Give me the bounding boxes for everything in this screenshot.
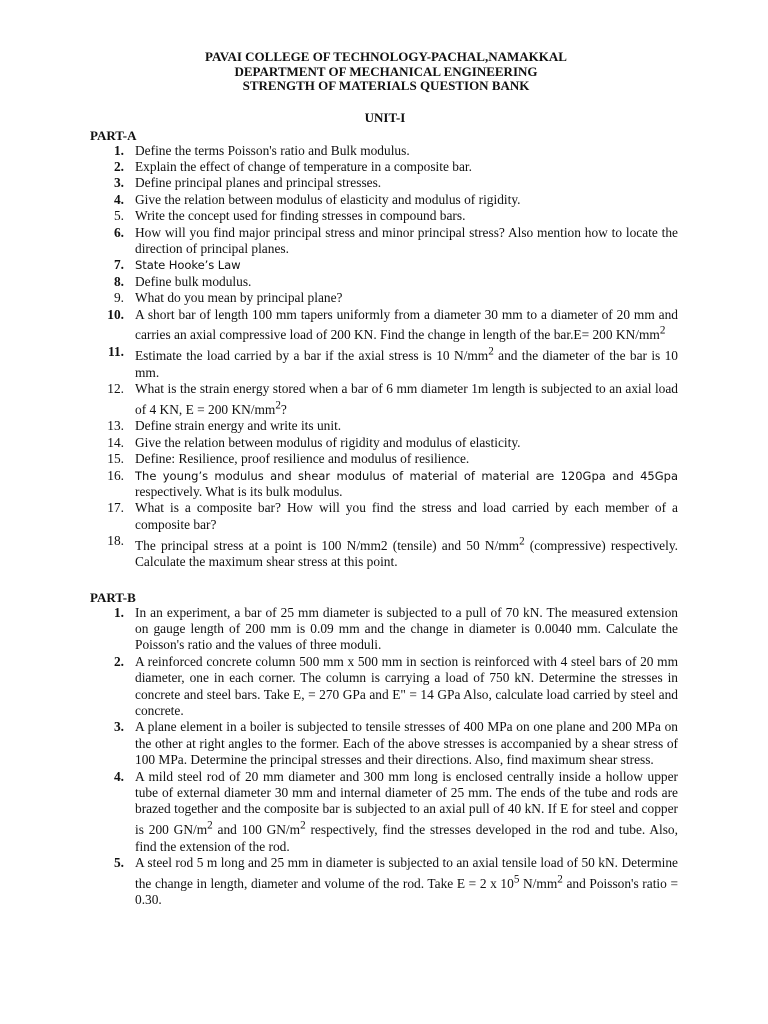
part-a-question-list: [90, 143, 678, 571]
question-text: A plane element in a boiler is subjected to tensile stresses of 400 MPa on one plane and 200 MPa on the other at right angles to the former. Each of the above stresses is accompanied by a shear stress of 100 MPa. Determine the principal stresses and their directions. Also, find maximum shear stress.: [135, 719, 678, 768]
part-b-question-list: [90, 605, 678, 909]
question-text: What is a composite bar? How will you find the stress and load carried by each member of a composite bar?: [135, 500, 678, 532]
superscript: 2: [557, 873, 563, 886]
question-number: 10.: [107, 306, 124, 322]
question-item: [90, 192, 678, 208]
question-text-part: respectively, find the stresses developed in the rod and tube. Also, find the extension of the rod.: [135, 822, 678, 854]
question-text: In an experiment, a bar of 25 mm diameter is subjected to a pull of 70 kN. The measured extension on gauge length of 200 mm is 0.09 mm and the change in diameter is 0.0040 mm. Calculate the Poisson's ratio and the values of three moduli.: [135, 604, 678, 653]
question-item: [90, 435, 678, 451]
question-text: Give the relation between modulus of rigidity and modulus of elasticity.: [135, 434, 521, 450]
question-number: 5.: [113, 208, 124, 224]
question-text-part: and the diameter of the bar is 10 mm.: [135, 348, 679, 380]
question-number: 13.: [107, 418, 124, 434]
question-item: [90, 654, 678, 720]
question-number: 4.: [113, 768, 124, 784]
question-text-part: and 100 GN/m: [212, 822, 301, 838]
question-number: 8.: [113, 273, 124, 289]
question-number: 7.: [113, 257, 124, 273]
department-name: DEPARTMENT OF MECHANICAL ENGINEERING: [234, 63, 538, 79]
question-text: Define: Resilience, proof resilience and modulus of resilience.: [135, 451, 470, 467]
question-item: [90, 274, 678, 290]
question-item: [90, 769, 678, 856]
question-number: 18.: [107, 533, 124, 549]
question-text: Explain the effect of change of temperature in a composite bar.: [135, 158, 472, 174]
question-text-part: and Poisson's ratio = 0.30.: [135, 875, 678, 908]
question-bank-title: STRENGTH OF MATERIALS QUESTION BANK: [242, 78, 530, 93]
question-item: [90, 159, 678, 175]
question-item: [90, 307, 678, 344]
superscript: 2: [519, 535, 525, 548]
question-text-part: A steel rod 5 m long and 25 mm in diameter is subjected to an axial tensile load of 50 kN. Determine the change in length, diameter and volume of the rod. Take E = 2 x 10: [135, 855, 678, 891]
question-number: 5.: [113, 855, 124, 871]
question-text: [135, 468, 678, 499]
question-number: 16.: [107, 467, 124, 483]
document-header: [90, 50, 678, 94]
question-text: Give the relation between modulus of elasticity and modulus of rigidity.: [135, 191, 521, 207]
question-number: 9.: [113, 290, 124, 306]
question-item: [90, 719, 678, 768]
question-text: A reinforced concrete column 500 mm x 500 mm in section is reinforced with 4 steel bars of 20 mm diameter, one in each corner. The column is carrying a load of 750 kN. Determine the stresses in concrete and steel bars. Take E, = 270 GPa and E" = 14 GPa Also, calculate load carried by steel and concrete.: [135, 653, 678, 718]
question-text-part: A short bar of length 100 mm tapers uniformly from a diameter 30 mm to a diameter of 20 mm and carries an axial compressive load of 200 KN. Find the change in length of the bar.E= 200 KN/mm: [135, 306, 678, 343]
question-item: [90, 208, 678, 224]
question-number: 1.: [113, 142, 124, 158]
college-name: PAVAI COLLEGE OF TECHNOLOGY-PACHAL,NAMAKKAL: [205, 49, 567, 64]
question-number: 14.: [107, 434, 124, 450]
question-text: What do you mean by principal plane?: [135, 290, 343, 306]
question-item: [90, 225, 678, 258]
question-text-part: respectively. What is its bulk modulus.: [135, 484, 343, 500]
question-number: 17.: [107, 500, 124, 516]
question-item: [90, 605, 678, 654]
part-a-heading: PART-A: [90, 127, 137, 143]
question-text-part: A mild steel rod of 20 mm diameter and 300 mm long is enclosed centrally inside a hollow upper tube of external diameter 30 mm and internal diameter of 25 mm. The ends of the tube and rods are brazed together and the composite bar is subjected to an axial pull of 40 kN. If E for steel and copper is 200 GN/m: [135, 768, 678, 838]
question-item: [90, 344, 678, 381]
question-number: 2.: [113, 158, 124, 174]
question-text-part: N/mm: [519, 875, 558, 891]
question-text: [135, 345, 679, 380]
question-text: Define the terms Poisson's ratio and Bulk modulus.: [135, 142, 410, 158]
question-text: Define strain energy and write its unit.: [135, 418, 342, 434]
question-number: 3.: [113, 175, 124, 191]
question-item: [90, 855, 678, 909]
question-item: [90, 500, 678, 533]
question-text: [135, 769, 678, 854]
superscript: 2: [659, 324, 666, 337]
question-text: How will you find major principal stress and minor principal stress? Also mention how to locate the direction of principal planes.: [135, 224, 678, 256]
question-item: [90, 290, 678, 306]
superscript: 5: [513, 873, 520, 886]
superscript: 2: [207, 819, 213, 832]
question-item: [90, 257, 678, 273]
question-text: Define principal planes and principal stresses.: [135, 175, 382, 191]
superscript: 2: [488, 345, 494, 358]
question-number: 2.: [113, 653, 124, 669]
question-text-part: The young’s modulus and shear modulus of material of material are 120Gpa and 45Gpa: [135, 468, 678, 483]
question-number: 1.: [113, 604, 124, 620]
question-number: 11.: [108, 343, 124, 359]
question-number: 3.: [113, 719, 124, 735]
question-item: [90, 468, 678, 501]
question-text-part: (compressive) respectively. Calculate the maximum shear stress at this point.: [135, 537, 678, 570]
question-text: State Hooke’s Law: [135, 258, 241, 273]
part-b-heading: PART-B: [90, 589, 136, 605]
question-text-part: What is the strain energy stored when a bar of 6 mm diameter 1m length is subjected to an axial load of 4 KN, E = 200 KN/mm: [135, 381, 678, 417]
question-item: [90, 451, 678, 467]
question-text: [135, 535, 678, 570]
superscript: 2: [275, 399, 281, 412]
question-item: [90, 418, 678, 434]
question-item: [90, 381, 678, 418]
question-text: [135, 855, 678, 907]
question-number: 15.: [107, 451, 124, 467]
question-text: [135, 381, 678, 417]
question-text: Define bulk modulus.: [135, 273, 252, 289]
unit-heading: UNIT-I: [364, 109, 406, 125]
question-text-part: ?: [280, 402, 287, 417]
question-number: 4.: [113, 191, 124, 207]
question-number: 6.: [113, 224, 124, 240]
question-item: [90, 175, 678, 191]
question-text-part: The principal stress at a point is 100 N/mm2 (tensile) and 50 N/mm: [135, 537, 520, 553]
question-item: [90, 533, 678, 570]
question-number: 12.: [107, 381, 124, 397]
question-text-part: Estimate the load carried by a bar if the axial stress is 10 N/mm: [135, 348, 489, 364]
question-text: Write the concept used for finding stresses in compound bars.: [135, 208, 466, 224]
question-text: [135, 307, 678, 343]
superscript: 2: [300, 819, 306, 832]
question-item: [90, 143, 678, 159]
